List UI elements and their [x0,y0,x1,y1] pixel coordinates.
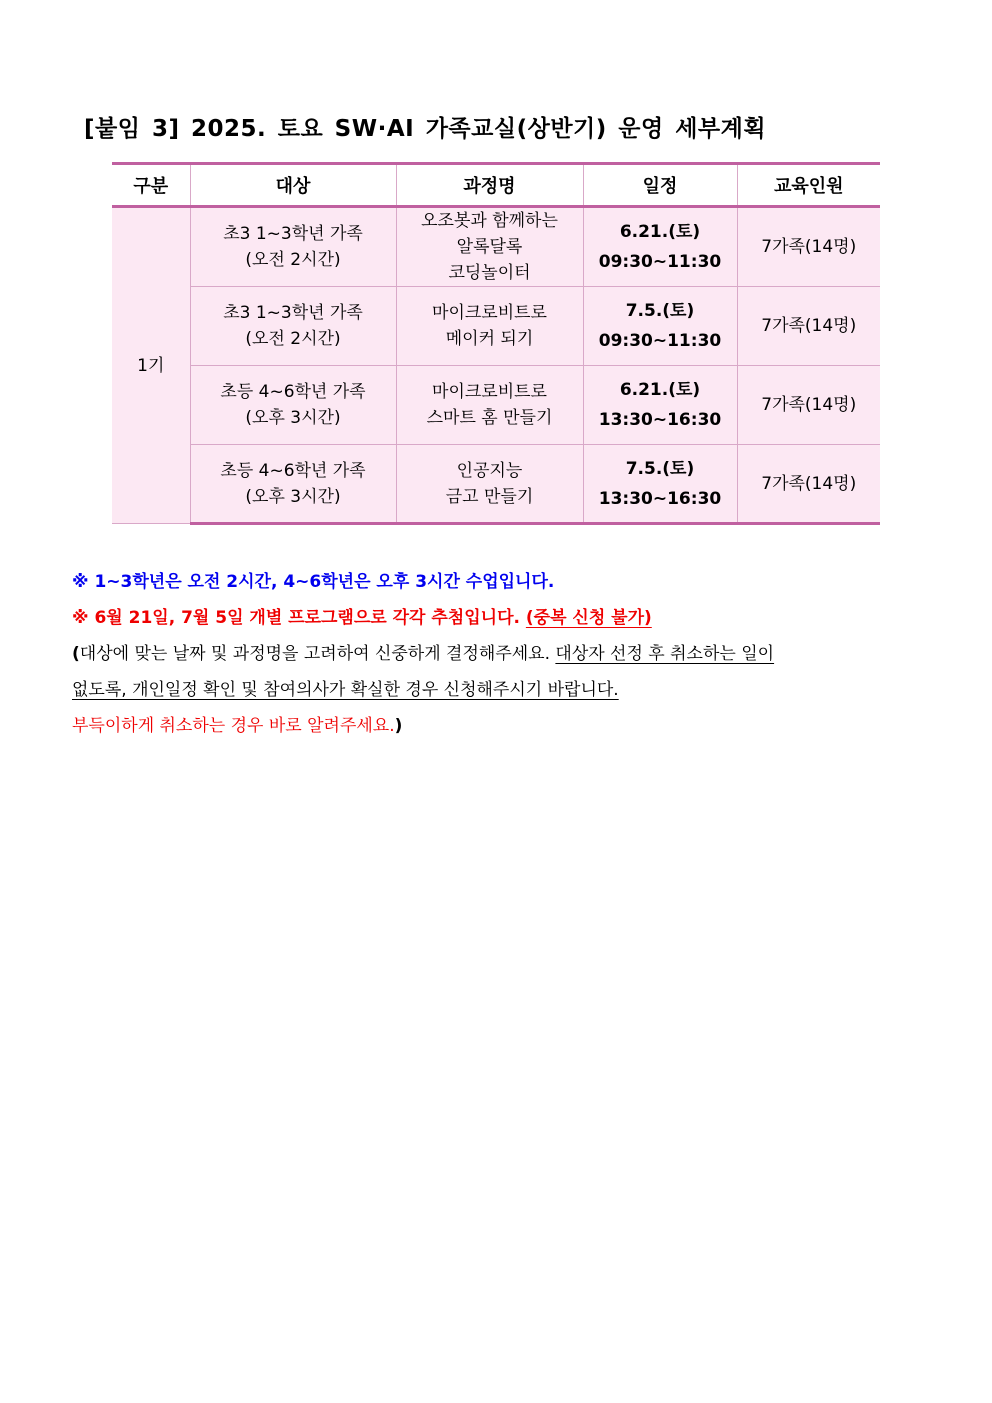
note-confirm-schedule: 없도록, 개인일정 확인 및 참여의사가 확실한 경우 신청해주시기 바랍니다. [72,680,619,700]
table-row [112,287,880,366]
note-decide-carefully: 대상에 맞는 날짜 및 과정명을 고려하여 신중하게 결정해주세요. [79,644,550,664]
group-cell: 1기 [112,207,190,524]
note-paragraph-line-1 [72,640,932,676]
course-cell: 마이크로비트로 메이커 되기 [396,287,583,366]
course-cell: 마이크로비트로 스마트 홈 만들기 [396,366,583,445]
table-row [112,445,880,524]
header-schedule: 일정 [583,164,737,207]
note-paragraph-line-2 [72,676,932,712]
note-no-duplicate: (중복 신청 불가) [525,608,652,628]
note-no-cancel: 대상자 선정 후 취소하는 일이 [555,644,775,664]
note-lottery [72,604,932,640]
note-lottery-text: ※ 6월 21일, 7월 5일 개별 프로그램으로 각각 추첨입니다. [72,608,520,628]
target-cell: 초3 1~3학년 가족 (오전 2시간) [190,287,396,366]
schedule-cell: 6.21.(토) 13:30~16:30 [583,366,737,445]
schedule-cell: 6.21.(토) 09:30~11:30 [583,207,737,287]
table-header-row [112,164,880,207]
schedule-cell: 7.5.(토) 13:30~16:30 [583,445,737,524]
schedule-table [112,162,880,525]
note-notify-cancel: 부득이하게 취소하는 경우 바로 알려주세요. [72,716,395,736]
target-cell: 초등 4~6학년 가족 (오후 3시간) [190,366,396,445]
note-paragraph-line-3 [72,712,932,748]
course-cell: 오조봇과 함께하는 알록달록 코딩놀이터 [396,207,583,287]
note-class-hours: ※ 1~3학년은 오전 2시간, 4~6학년은 오후 3시간 수업입니다. [72,572,555,592]
capacity-cell: 7가족(14명) [737,366,880,445]
header-target: 대상 [190,164,396,207]
capacity-cell: 7가족(14명) [737,207,880,287]
target-cell: 초등 4~6학년 가족 (오후 3시간) [190,445,396,524]
paren-close: ) [394,716,403,736]
paren-open: ( [72,644,80,664]
course-cell: 인공지능 금고 만들기 [396,445,583,524]
target-cell: 초3 1~3학년 가족 (오전 2시간) [190,207,396,287]
page-title: [붙임 3] 2025. 토요 SW·AI 가족교실(상반기) 운영 세부계획 [84,116,767,142]
header-category: 구분 [112,164,190,207]
header-course: 과정명 [396,164,583,207]
table-row [112,366,880,445]
header-capacity: 교육인원 [737,164,880,207]
table-row [112,207,880,287]
schedule-cell: 7.5.(토) 09:30~11:30 [583,287,737,366]
capacity-cell: 7가족(14명) [737,287,880,366]
capacity-cell: 7가족(14명) [737,445,880,524]
notes-section [72,568,932,748]
